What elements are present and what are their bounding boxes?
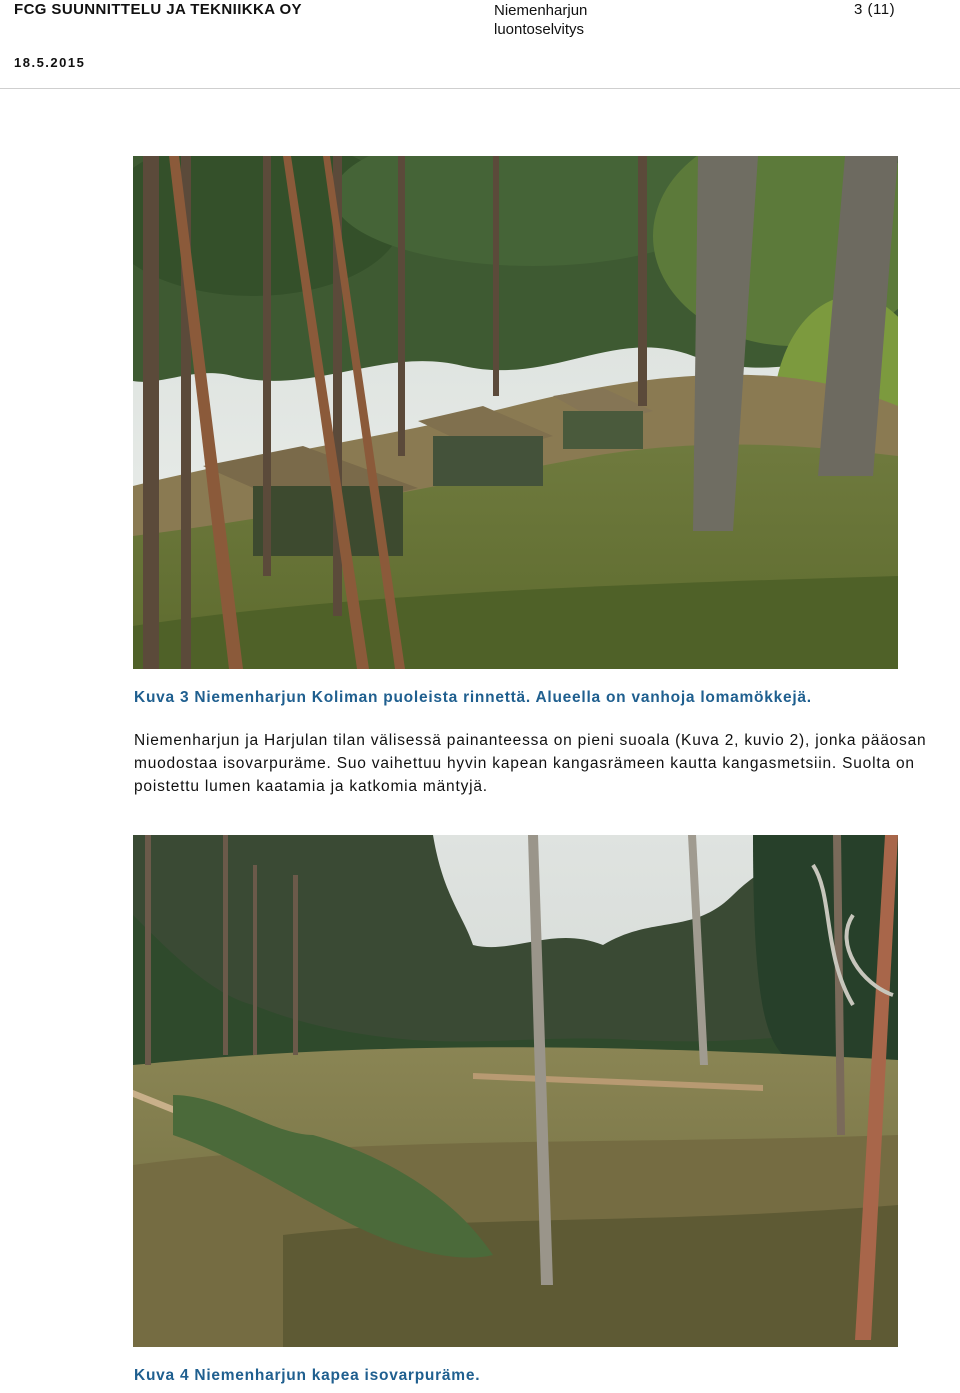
document-title-line2: luontoselvitys bbox=[494, 21, 585, 38]
document-title-line1: Niemenharjun bbox=[494, 2, 588, 19]
figure-caption-3: Kuva 3 Niemenharjun Koliman puoleista rinnettä. Alueella on vanhoja lomamökkejä. bbox=[134, 689, 812, 706]
photo-narrow-bog bbox=[133, 835, 898, 1347]
header-divider bbox=[0, 88, 960, 89]
photo-forest-slope-cottages-image bbox=[133, 156, 898, 669]
document-title bbox=[494, 1, 587, 39]
company-name: FCG SUUNNITTELU JA TEKNIIKKA OY bbox=[14, 1, 302, 18]
photo-narrow-bog-image bbox=[133, 835, 898, 1347]
figure-caption-4: Kuva 4 Niemenharjun kapea isovarpuräme. bbox=[134, 1367, 481, 1384]
page-number: 3 (11) bbox=[854, 1, 896, 18]
photo-forest-slope-cottages bbox=[133, 156, 898, 669]
body-paragraph: Niemenharjun ja Harjulan tilan välisessä painanteessa on pieni suoala (Kuva 2, kuvio 2), jonka pääosan muodostaa isovarpuräme. Suo vaihettuu hyvin kapean kangasrämeen kautta kangasmetsiin. Suolta on poistettu lumen kaatamia ja katkomia mäntyjä. bbox=[134, 732, 927, 795]
document-date: 18.5.2015 bbox=[14, 55, 86, 70]
